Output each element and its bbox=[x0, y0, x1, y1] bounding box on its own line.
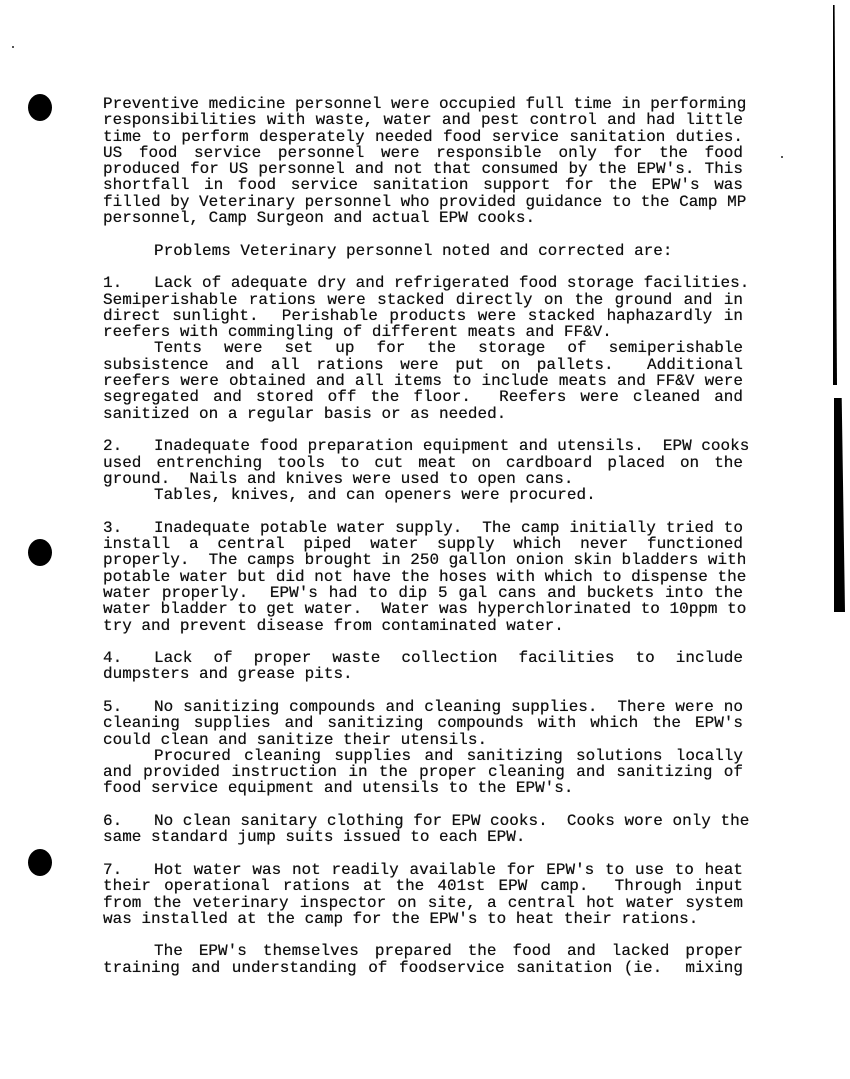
text-line bbox=[103, 780, 743, 796]
paragraph bbox=[103, 699, 743, 797]
line-text: their operational rations at the 401st EPW camp. Through input bbox=[103, 877, 743, 896]
change-bar bbox=[834, 398, 845, 612]
text-line bbox=[103, 666, 743, 682]
text-line bbox=[103, 177, 743, 193]
line-text: water bladder to get water. Water was hyperchlorinated to 10ppm to bbox=[103, 600, 747, 619]
line-text: properly. The camps brought in 250 gallon onion skin bladders with bbox=[103, 551, 747, 570]
line-text: was installed at the camp for the EPW's to heat their rations. bbox=[103, 909, 699, 928]
text-line bbox=[103, 389, 743, 405]
line-text: same standard jump suits issued to each EPW. bbox=[103, 828, 526, 847]
line-text: food service equipment and utensils to the EPW's. bbox=[103, 779, 574, 798]
scan-speck bbox=[781, 156, 783, 158]
paragraph bbox=[103, 943, 743, 976]
scan-speck bbox=[12, 46, 14, 48]
item-number: 4. bbox=[103, 650, 123, 667]
text-line bbox=[103, 829, 743, 845]
line-text: cleaning supplies and sanitizing compounds with which the EPW's bbox=[103, 714, 743, 733]
item-number: 5. bbox=[103, 698, 123, 716]
line-text: dumpsters and grease pits. bbox=[103, 665, 353, 684]
line-text: segregated and stored off the floor. Reefers were cleaned and bbox=[103, 388, 743, 407]
paragraph bbox=[103, 274, 750, 423]
text-line bbox=[103, 357, 743, 373]
line-text: sanitized on a regular basis or as needed. bbox=[103, 404, 507, 423]
paragraph bbox=[103, 437, 750, 505]
change-bar bbox=[833, 5, 837, 385]
text-line bbox=[103, 551, 747, 570]
line-text: reefers were obtained and all items to include meats and FF&V were bbox=[103, 372, 743, 391]
text-line bbox=[103, 895, 743, 911]
paragraph bbox=[103, 95, 747, 228]
line-text: install a central piped water supply which never functioned bbox=[103, 535, 743, 554]
text-line bbox=[103, 292, 743, 308]
text-line bbox=[103, 520, 743, 536]
text-line bbox=[103, 943, 743, 959]
paragraph bbox=[103, 650, 743, 683]
line-text: Tables, knives, and can openers were procured. bbox=[154, 486, 596, 505]
line-text: Hot water was not readily available for EPW's to use to heat bbox=[154, 860, 743, 879]
line-text: Lack of proper waste collection facilities to include bbox=[154, 649, 743, 668]
line-text: reefers with commingling of different meats and FF&V. bbox=[103, 323, 612, 342]
punch-hole bbox=[28, 539, 52, 566]
text-line bbox=[103, 373, 743, 389]
text-line bbox=[103, 732, 743, 748]
line-text: US food service personnel were responsible only for the food bbox=[103, 143, 743, 162]
text-line bbox=[103, 618, 743, 634]
line-text: could clean and sanitize their utensils. bbox=[103, 730, 488, 749]
text-line bbox=[103, 878, 743, 894]
text-line bbox=[103, 585, 743, 601]
line-text: used entrenching tools to cut meat on cardboard placed on the bbox=[103, 453, 743, 472]
text-line bbox=[103, 764, 743, 780]
line-text: No clean sanitary clothing for EPW cooks. Cooks wore only the bbox=[154, 812, 750, 831]
item-number: 1. bbox=[103, 275, 123, 292]
line-text: Semiperishable rations were stacked directly on the ground and in bbox=[103, 290, 743, 309]
text-line bbox=[103, 95, 747, 113]
text-line bbox=[103, 960, 743, 976]
text-line bbox=[103, 862, 743, 878]
document-body bbox=[103, 95, 750, 977]
line-text: water properly. EPW's had to dip 5 gal cans and buckets into the bbox=[103, 583, 743, 602]
line-text: personnel, Camp Surgeon and actual EPW cooks. bbox=[103, 209, 536, 228]
text-line bbox=[103, 145, 743, 161]
text-line bbox=[103, 308, 743, 324]
text-line bbox=[103, 112, 743, 128]
line-text: from the veterinary inspector on site, a central hot water system bbox=[103, 893, 743, 912]
line-text: subsistence and all rations were put on pallets. Additional bbox=[103, 355, 743, 374]
item-number: 7. bbox=[103, 861, 123, 879]
paragraph bbox=[103, 518, 747, 635]
text-line bbox=[103, 192, 747, 211]
line-text: ground. Nails and knives were used to open cans. bbox=[103, 469, 574, 488]
text-line bbox=[103, 536, 743, 552]
line-text: time to perform desperately needed food service sanitation duties. bbox=[103, 127, 743, 146]
text-line bbox=[103, 911, 743, 927]
line-text: No sanitizing compounds and cleaning supplies. There were no bbox=[154, 697, 743, 716]
paragraph bbox=[103, 243, 743, 259]
text-line bbox=[103, 340, 743, 356]
text-line bbox=[103, 650, 743, 666]
text-line bbox=[103, 567, 747, 586]
text-line bbox=[103, 600, 747, 619]
text-line bbox=[103, 437, 750, 456]
paragraph bbox=[103, 862, 743, 927]
text-line bbox=[103, 210, 743, 226]
text-line bbox=[103, 129, 743, 145]
text-line bbox=[103, 455, 743, 471]
paragraph bbox=[103, 812, 750, 847]
punch-hole bbox=[28, 94, 52, 121]
line-text: Preventive medicine personnel were occupied full time in performing bbox=[103, 95, 747, 113]
text-line bbox=[103, 324, 743, 340]
item-number: 6. bbox=[103, 813, 123, 830]
item-number: 2. bbox=[103, 438, 123, 455]
line-text: direct sunlight. Perishable products were stacked haphazardly in bbox=[103, 306, 743, 325]
text-line bbox=[103, 161, 743, 177]
line-text: try and prevent disease from contaminated water. bbox=[103, 616, 564, 635]
line-text: The EPW's themselves prepared the food and lacked proper bbox=[154, 942, 743, 961]
line-text: produced for US personnel and not that consumed by the EPW's. This bbox=[103, 160, 743, 179]
text-line bbox=[103, 471, 743, 487]
line-text: shortfall in food service sanitation support for the EPW's was bbox=[103, 176, 743, 195]
line-text: potable water but did not have the hoses with which to dispense the bbox=[103, 567, 747, 586]
text-line bbox=[103, 715, 743, 731]
item-number: 3. bbox=[103, 519, 123, 537]
text-line bbox=[103, 406, 743, 422]
line-text: Inadequate potable water supply. The camp initially tried to bbox=[154, 518, 743, 537]
line-text: Problems Veterinary personnel noted and corrected are: bbox=[154, 241, 673, 260]
text-line bbox=[103, 274, 750, 293]
line-text: Lack of adequate dry and refrigerated food storage facilities. bbox=[154, 274, 750, 293]
line-text: training and understanding of foodservice sanitation (ie. mixing bbox=[103, 958, 743, 977]
text-line bbox=[103, 748, 743, 764]
text-line bbox=[103, 243, 743, 259]
line-text: and provided instruction in the proper cleaning and sanitizing of bbox=[103, 763, 743, 782]
line-text: filled by Veterinary personnel who provided guidance to the Camp MP bbox=[103, 192, 747, 211]
line-text: Tents were set up for the storage of semiperishable bbox=[154, 339, 743, 358]
line-text: Procured cleaning supplies and sanitizing solutions locally bbox=[154, 746, 743, 765]
text-line bbox=[103, 487, 743, 503]
line-text: Inadequate food preparation equipment and utensils. EPW cooks bbox=[154, 437, 750, 456]
text-line bbox=[103, 699, 743, 715]
line-text: responsibilities with waste, water and pest control and had little bbox=[103, 111, 743, 130]
punch-hole bbox=[28, 849, 52, 876]
text-line bbox=[103, 812, 750, 831]
